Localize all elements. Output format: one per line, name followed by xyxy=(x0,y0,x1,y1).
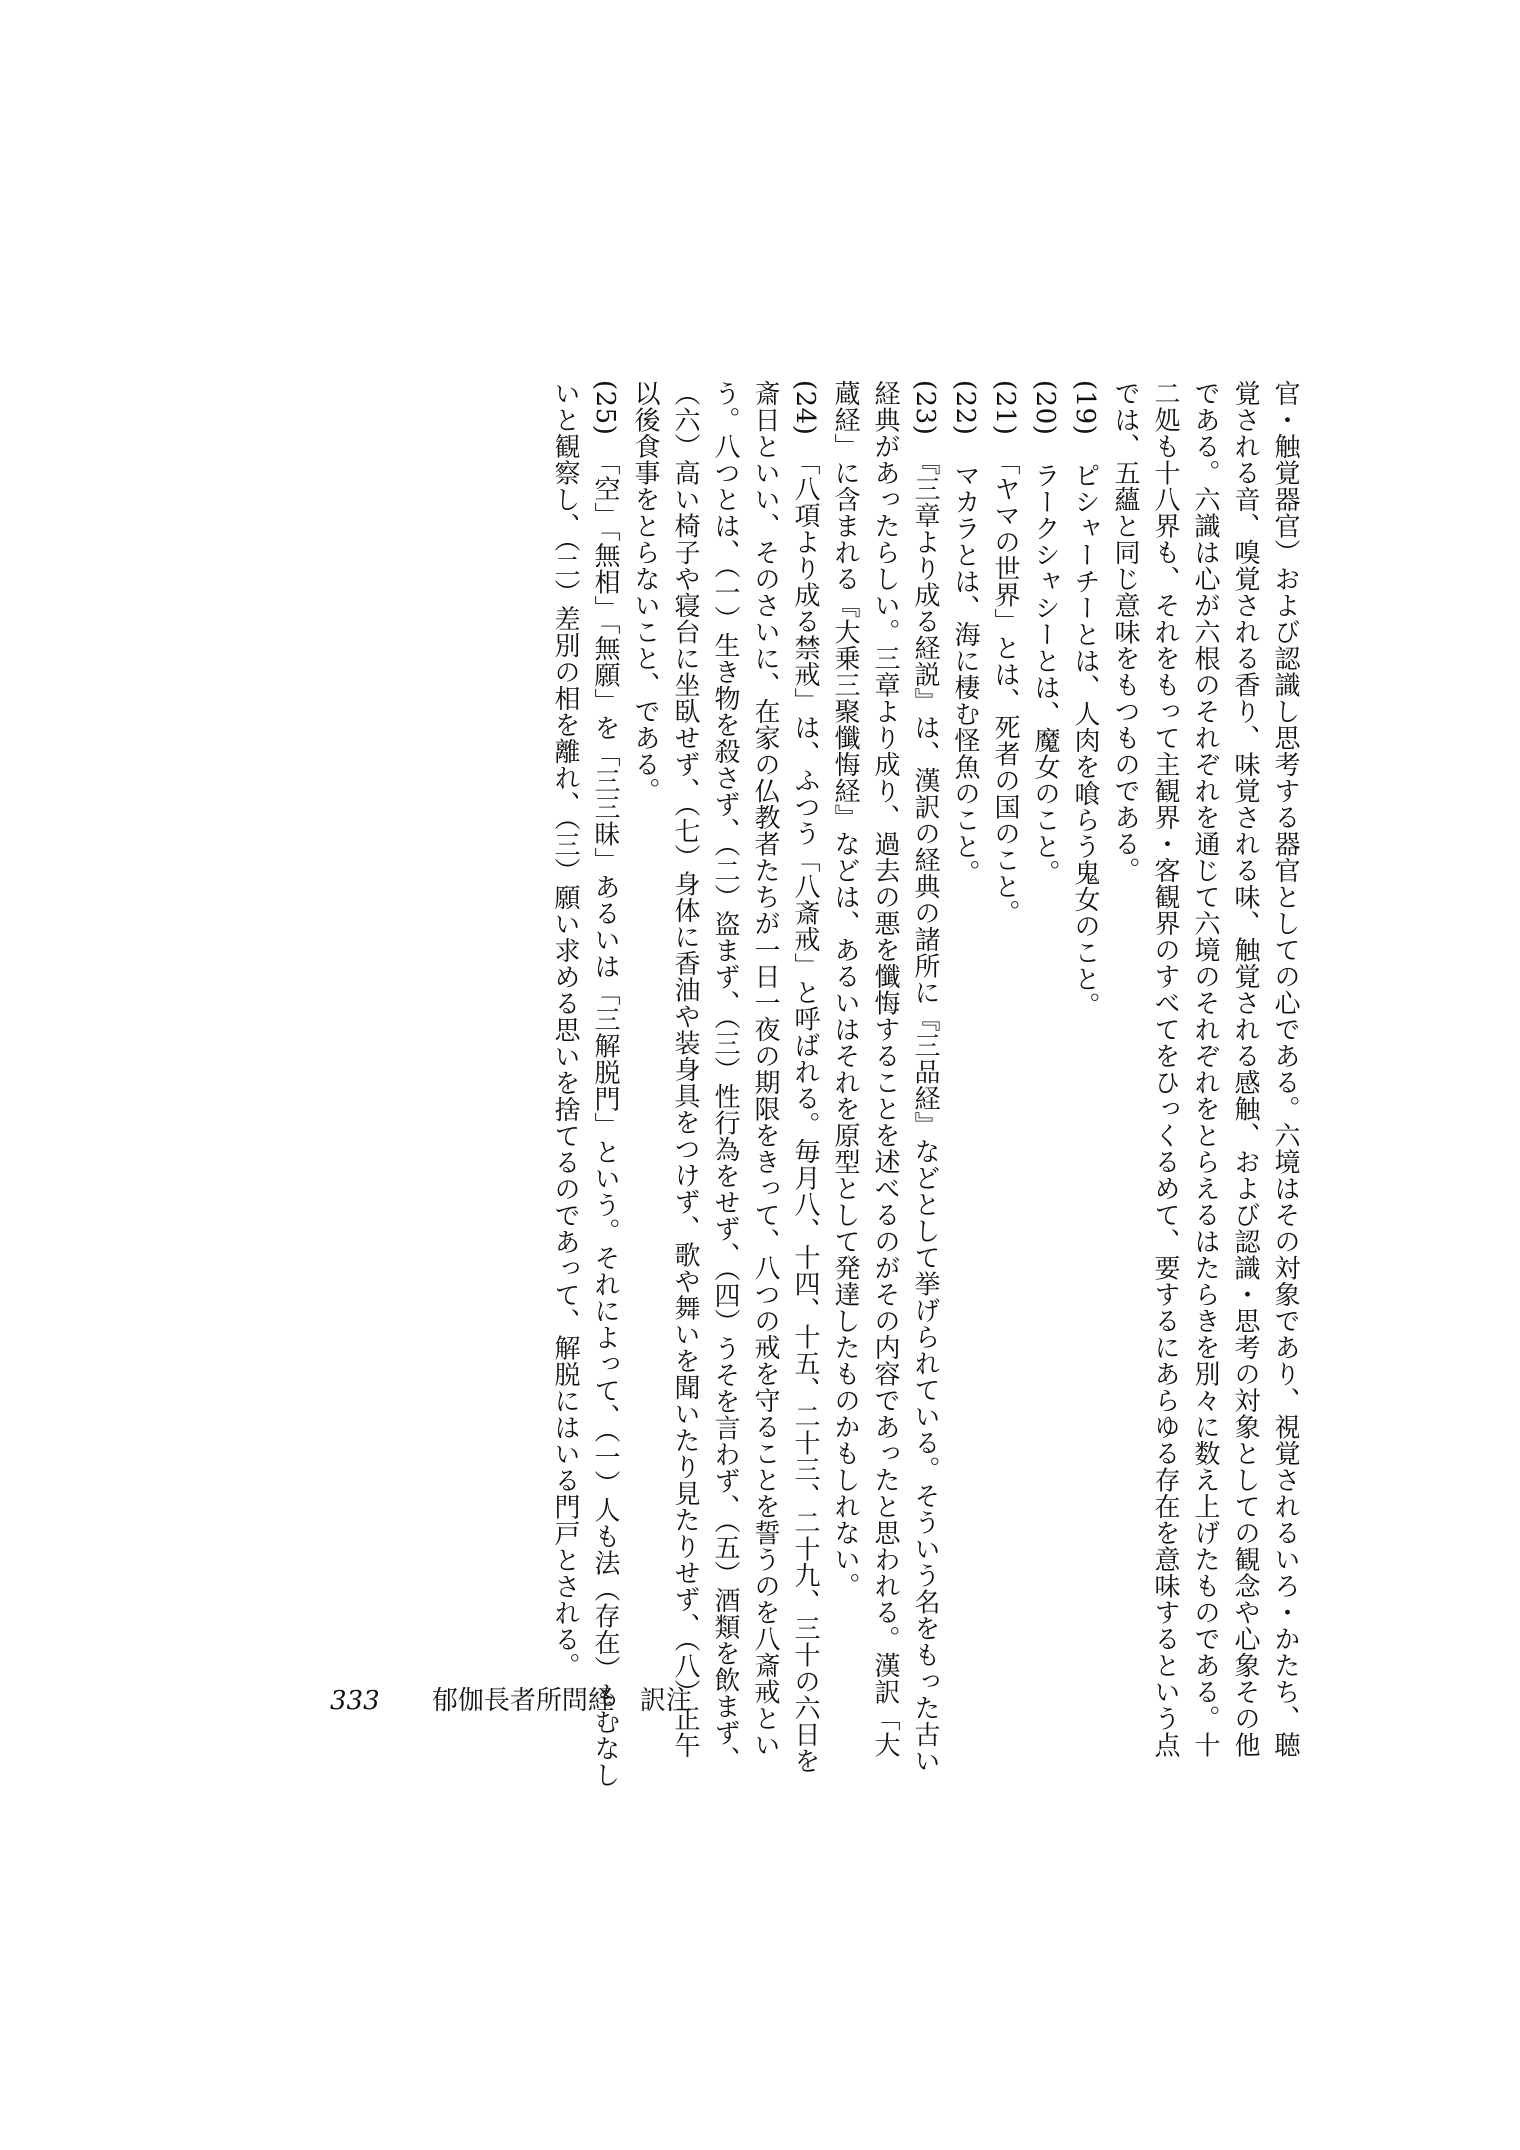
note-23: (23) 『三章より成る経説』は、漢訳の経典の諸所に『三品経』などとして挙げられている。そういう名をもった古い xyxy=(910,380,940,1774)
note-22: (22) マカラとは、海に棲む怪魚のこと。 xyxy=(950,380,980,886)
text-line: 蔵経」に含まれる『大乗三聚懺悔経』などは、あるいはそれを原型として発達したものかもしれない。 xyxy=(830,380,860,1599)
text-line: 経典があったらしい。三章より成り、過去の悪を懺悔することを述べるのがその内容であったと思われる。漢訳「大 xyxy=(870,380,900,1758)
text-line: である。六識は心が六根のそれぞれを通じて六境のそれぞれをとらえるはたらきを別々に数え上げたものである。十 xyxy=(1190,380,1220,1758)
page-footer xyxy=(330,1680,692,1717)
text-line: 官・触覚器官）および認識し思考する器官としての心である。六境はその対象であり、視覚されるいろ・かたち、聴 xyxy=(1270,380,1300,1758)
text-line: 覚される音、嗅覚される香り、味覚される味、触覚される感触、および認識・思考の対象としての観念や心象その他 xyxy=(1230,380,1260,1758)
running-title: 郁伽長者所問経 訳注 xyxy=(431,1686,692,1716)
note-21: (21) 「ヤマの世界」とは、死者の国のこと。 xyxy=(990,380,1020,926)
text-line: いと観察し、（二）差別の相を離れ、（三）願い求める思いを捨てるのであって、解脱にはいる門戸とされる。 xyxy=(550,380,580,1679)
note-24: (24) 「八項より成る禁戒」は、ふつう「八斎戒」と呼ばれる。毎月八、十四、十五、二十三、二十九、三十の六日を xyxy=(790,380,820,1774)
note-19: (19) ピシャーチーとは、人肉を喰らう鬼女のこと。 xyxy=(1070,380,1100,1019)
note-20: (20) ラークシャシーとは、魔女のこと。 xyxy=(1030,380,1060,886)
text-line: では、五蘊と同じ意味をもつものである。 xyxy=(1110,380,1140,884)
main-text-column xyxy=(545,380,1305,1830)
text-line: 以後食事をとらないこと、である。 xyxy=(630,380,660,804)
text-line: う。八つとは、（一）生き物を殺さず、（二）盗まず、（三）性行為をせず、（四）うそを言わず、（五）酒類を飲まず、 xyxy=(710,380,740,1773)
text-line: 二処も十八界も、それをもって主観界・客観界のすべてをひっくるめて、要するにあらゆる存在を意味するという点 xyxy=(1150,380,1180,1758)
text-line: （六）高い椅子や寝台に坐臥せず、（七）身体に香油や装身具をつけず、歌や舞いを聞いたり見たりせず、（八）正午 xyxy=(670,380,700,1759)
note-25: (25) 「空」「無相」「無願」を「三三昧」あるいは「三解脱門」という。それによって、（一）人も法（存在）もむなし xyxy=(590,380,620,1788)
text-line: 斎日といい、そのさいに、在家の仏教者たちが一日一夜の期限をきって、八つの戒を守ることを誓うのを八斎戒とい xyxy=(750,380,780,1758)
page-number: 333 xyxy=(330,1686,380,1716)
